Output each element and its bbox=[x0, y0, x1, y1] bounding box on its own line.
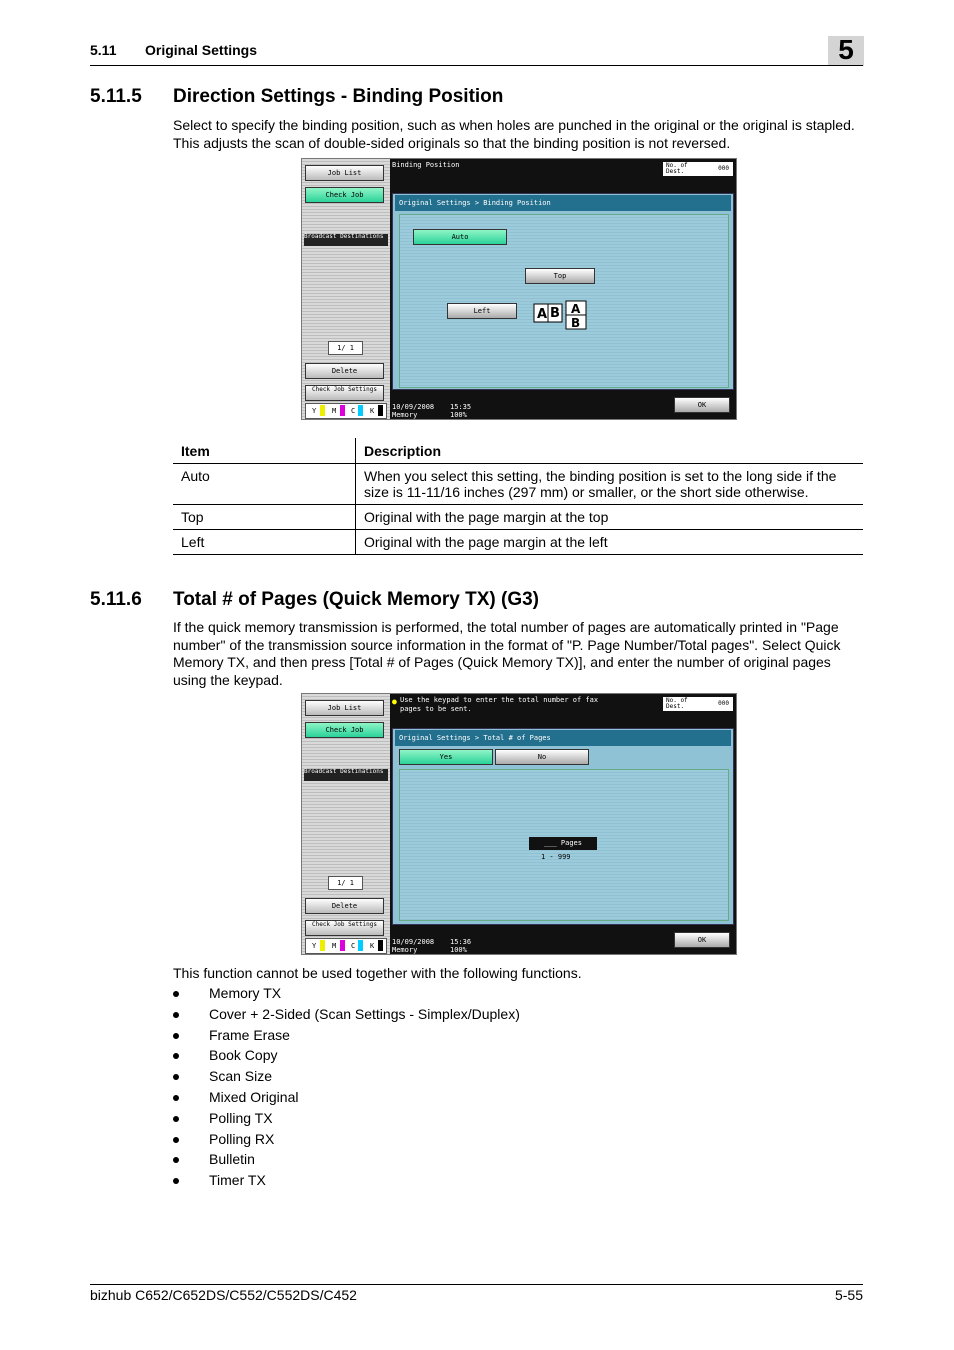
toner-c-bar bbox=[358, 405, 363, 416]
breadcrumb: Original Settings > Total # of Pages bbox=[395, 730, 731, 746]
dest-count-box bbox=[663, 162, 733, 176]
table-row bbox=[173, 530, 863, 555]
toner-c-bar bbox=[358, 940, 363, 951]
yes-button[interactable]: Yes bbox=[399, 749, 493, 765]
screen-sidebar bbox=[302, 159, 390, 419]
list-item bbox=[173, 1151, 520, 1172]
top-button[interactable]: Top bbox=[525, 268, 595, 284]
dest-count-value: 000 bbox=[718, 700, 729, 707]
ok-button[interactable]: OK bbox=[674, 397, 730, 413]
check-job-settings-button[interactable]: Check Job Settings bbox=[305, 385, 384, 401]
bullet-icon bbox=[173, 1012, 179, 1018]
no-button[interactable]: No bbox=[495, 749, 589, 765]
check-job-button[interactable]: Check Job bbox=[305, 187, 384, 203]
toner-k-label: K bbox=[370, 407, 375, 415]
status-memory-value: 100% bbox=[450, 411, 467, 419]
list-item bbox=[173, 1172, 520, 1193]
bullet-icon bbox=[173, 1033, 179, 1039]
bullet-icon bbox=[173, 1116, 179, 1122]
table-header-description: Description bbox=[356, 438, 864, 464]
broadcast-destinations-label: Broadcast Destinations bbox=[304, 769, 388, 781]
status-memory-value: 100% bbox=[450, 946, 467, 954]
section-body-2: If the quick memory transmission is performed, the total number of pages are automatically printed in "Page number" of the transmission source information in the format of "P. Page Number/Total pages". Select Quick Memory TX, and then press [Total # of Pages (Quick Memory TX)], and enter the number of original pages using the keypad. bbox=[173, 619, 841, 688]
incompatible-functions-list bbox=[173, 985, 520, 1193]
pages-range: 1 - 999 bbox=[541, 853, 571, 861]
job-list-button[interactable]: Job List bbox=[305, 700, 384, 716]
table-cell-item: Top bbox=[173, 505, 356, 530]
list-item bbox=[173, 1027, 520, 1048]
screen-main bbox=[390, 159, 736, 419]
page-counter: 1/ 1 bbox=[328, 341, 363, 355]
toner-y-label: Y bbox=[312, 942, 317, 950]
list-item-label: Mixed Original bbox=[209, 1088, 299, 1105]
table-cell-description: When you select this setting, the binding position is set to the long side if the size is 11-11/16 inches (297 mm) or smaller, or the short side otherwise. bbox=[356, 464, 864, 505]
status-time: 15:36 bbox=[450, 938, 472, 946]
list-item-label: Scan Size bbox=[209, 1068, 273, 1085]
toner-m-label: M bbox=[332, 942, 337, 950]
table-row bbox=[173, 505, 863, 530]
list-item-label: Cover + 2-Sided (Scan Settings - Simplex/Duplex) bbox=[209, 1005, 520, 1022]
check-job-settings-button[interactable]: Check Job Settings bbox=[305, 920, 384, 936]
toner-indicator bbox=[305, 938, 387, 954]
header-section-number: 5.11 bbox=[90, 42, 117, 58]
chapter-number: 5 bbox=[838, 34, 854, 65]
job-list-button[interactable]: Job List bbox=[305, 165, 384, 181]
bullet-icon bbox=[173, 1053, 179, 1059]
header-section-title: Original Settings bbox=[145, 42, 258, 58]
footer-rule bbox=[90, 1284, 863, 1285]
delete-button[interactable]: Delete bbox=[305, 363, 384, 379]
bullet-icon bbox=[173, 1137, 179, 1143]
bullet-icon bbox=[173, 1157, 179, 1163]
toner-m-bar bbox=[340, 405, 345, 416]
status-memory-label: Memory bbox=[392, 411, 418, 419]
list-item-label: Memory TX bbox=[209, 985, 282, 1001]
list-item bbox=[173, 1110, 520, 1131]
total-pages-screenshot bbox=[301, 693, 737, 955]
toner-c-label: C bbox=[351, 942, 356, 950]
dest-count-label: No. of Dest. bbox=[666, 697, 688, 710]
toner-k-label: K bbox=[370, 942, 375, 950]
section-number-2: 5.11.6 bbox=[90, 589, 142, 610]
restriction-note: This function cannot be used together with the following functions. bbox=[173, 965, 582, 981]
section-number-1: 5.11.5 bbox=[90, 86, 142, 107]
toner-y-bar bbox=[320, 405, 325, 416]
list-item bbox=[173, 985, 520, 1006]
table-cell-item: Left bbox=[173, 530, 356, 555]
left-button[interactable]: Left bbox=[447, 303, 517, 319]
screen-title: Binding Position bbox=[392, 161, 460, 169]
toner-c-label: C bbox=[351, 407, 356, 415]
header-rule bbox=[90, 65, 863, 66]
footer-page-number: 5-55 bbox=[834, 1287, 863, 1303]
list-item-label: Frame Erase bbox=[209, 1026, 290, 1043]
table-header-item: Item bbox=[173, 438, 356, 464]
list-item-label: Bulletin bbox=[209, 1151, 255, 1168]
svg-text:A: A bbox=[571, 302, 581, 316]
table-row bbox=[173, 464, 863, 505]
svg-text:A: A bbox=[537, 307, 548, 322]
table-header-row bbox=[173, 438, 863, 464]
toner-k-bar bbox=[378, 940, 383, 951]
svg-text:B: B bbox=[571, 316, 581, 330]
list-item-label: Timer TX bbox=[209, 1172, 266, 1189]
status-memory-label: Memory bbox=[392, 946, 418, 954]
status-bar bbox=[390, 930, 666, 954]
toner-m-bar bbox=[340, 940, 345, 951]
pages-entry-field[interactable]: ___ Pages bbox=[529, 837, 597, 850]
settings-area bbox=[392, 728, 734, 925]
settings-area bbox=[392, 193, 734, 390]
list-item bbox=[173, 1068, 520, 1089]
dest-count-value: 000 bbox=[718, 165, 729, 172]
svg-text:B: B bbox=[550, 306, 560, 321]
table-cell-description: Original with the page margin at the top bbox=[356, 505, 864, 530]
toner-y-bar bbox=[320, 940, 325, 951]
status-date: 10/09/2008 bbox=[392, 938, 435, 946]
toner-indicator bbox=[305, 403, 387, 419]
footer-model: bizhub C652/C652DS/C552/C552DS/C452 bbox=[90, 1287, 357, 1303]
page-counter: 1/ 1 bbox=[328, 876, 363, 890]
ok-button[interactable]: OK bbox=[674, 932, 730, 948]
screen-main bbox=[390, 694, 736, 954]
list-item-label: Polling TX bbox=[209, 1109, 273, 1126]
binding-position-screenshot bbox=[301, 158, 737, 420]
screen-message: Use the keypad to enter the total number of fax pages to be sent. bbox=[400, 696, 599, 713]
auto-button[interactable]: Auto bbox=[413, 229, 507, 245]
section-title-1: Direction Settings - Binding Position bbox=[173, 86, 504, 107]
binding-direction-icon bbox=[533, 300, 593, 334]
status-bar bbox=[390, 395, 666, 419]
dest-count-label: No. of Dest. bbox=[666, 162, 688, 175]
table-cell-description: Original with the page margin at the left bbox=[356, 530, 864, 555]
bullet-icon bbox=[173, 991, 179, 997]
screen-sidebar bbox=[302, 694, 390, 954]
toner-y-label: Y bbox=[312, 407, 317, 415]
item-description-table bbox=[173, 438, 863, 555]
table-cell-item: Auto bbox=[173, 464, 356, 505]
section-title-2: Total # of Pages (Quick Memory TX) (G3) bbox=[173, 589, 539, 610]
list-item bbox=[173, 1006, 520, 1027]
list-item bbox=[173, 1131, 520, 1152]
lightbulb-icon: ● bbox=[392, 697, 397, 706]
list-item bbox=[173, 1089, 520, 1110]
list-item bbox=[173, 1047, 520, 1068]
status-time: 15:35 bbox=[450, 403, 472, 411]
status-date: 10/09/2008 bbox=[392, 403, 435, 411]
bullet-icon bbox=[173, 1095, 179, 1101]
toner-m-label: M bbox=[332, 407, 337, 415]
broadcast-destinations-label: Broadcast Destinations bbox=[304, 234, 388, 246]
breadcrumb: Original Settings > Binding Position bbox=[395, 195, 731, 211]
bullet-icon bbox=[173, 1178, 179, 1184]
list-item-label: Book Copy bbox=[209, 1047, 278, 1064]
check-job-button[interactable]: Check Job bbox=[305, 722, 384, 738]
toner-k-bar bbox=[378, 405, 383, 416]
dest-count-box bbox=[663, 697, 733, 711]
bullet-icon bbox=[173, 1074, 179, 1080]
delete-button[interactable]: Delete bbox=[305, 898, 384, 914]
section-body-1: Select to specify the binding position, such as when holes are punched in the original or the original is stapled. This adjusts the scan of double-sided originals so that the binding position is not reversed. bbox=[173, 117, 855, 151]
list-item-label: Polling RX bbox=[209, 1130, 275, 1147]
